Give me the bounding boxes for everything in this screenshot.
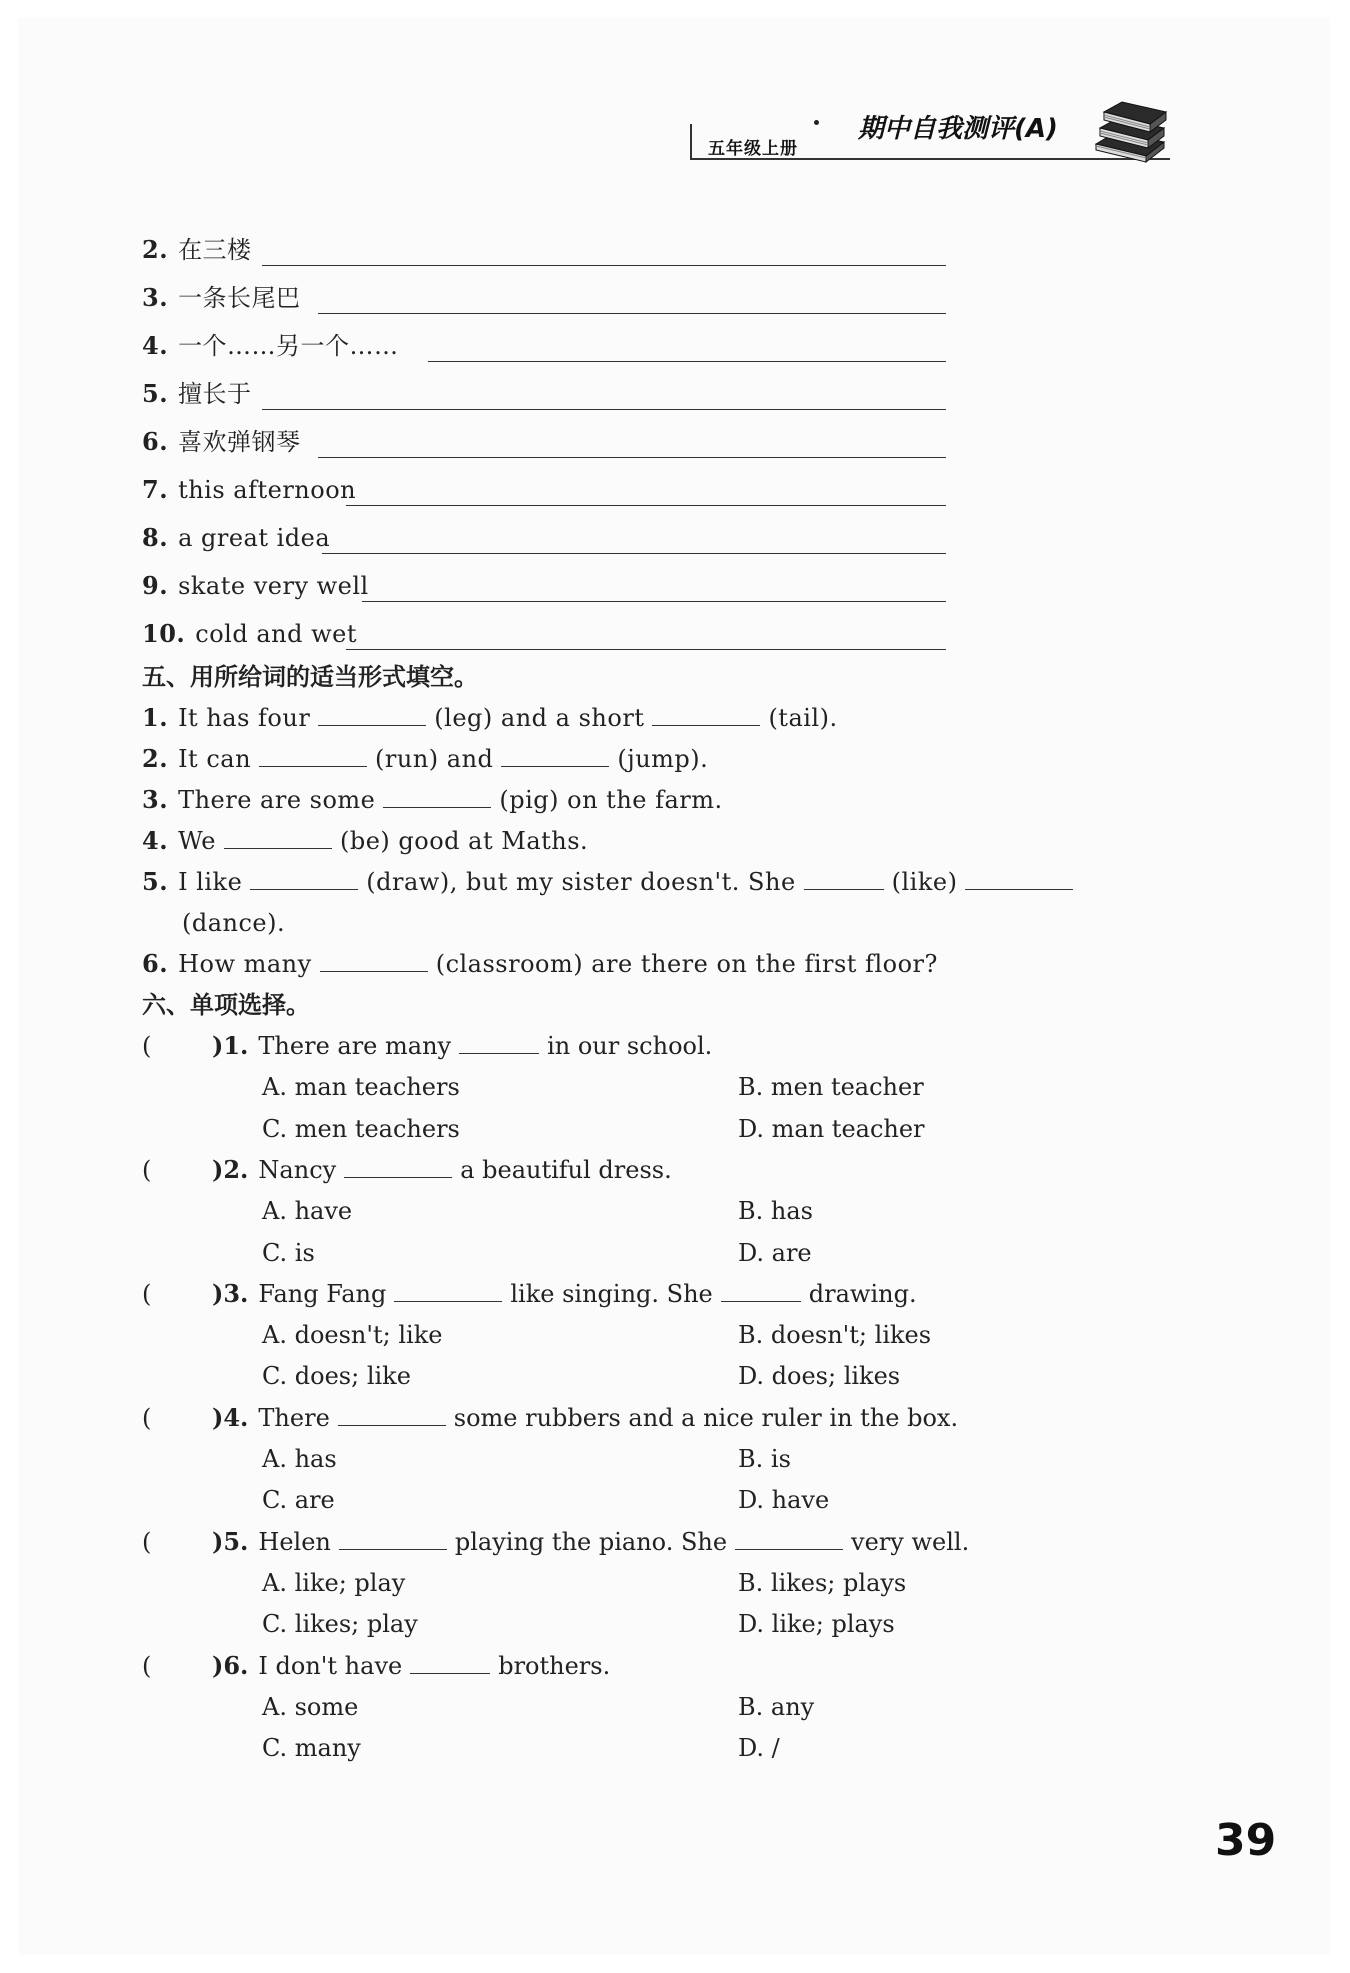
section-title: 六、单项选择。: [142, 991, 310, 1019]
answer-blank[interactable]: [224, 826, 332, 849]
answer-blank[interactable]: [735, 1527, 843, 1550]
answer-line[interactable]: [428, 361, 946, 362]
mcq-option[interactable]: A. have: [262, 1197, 353, 1226]
mcq-option[interactable]: B. has: [738, 1197, 813, 1226]
answer-line[interactable]: [318, 457, 946, 458]
mcq-option[interactable]: D. /: [738, 1734, 780, 1763]
mcq-question: )1. There are many in our school.: [212, 1031, 713, 1060]
section-title: 五、用所给词的适当形式填空。: [142, 663, 478, 691]
mcq-question: )6. I don't have brothers.: [212, 1650, 611, 1680]
mcq-question: )2. Nancy a beautiful dress.: [212, 1154, 672, 1184]
list-item: 2. 在三楼: [142, 235, 252, 264]
grade-label: 五年级上册: [708, 139, 798, 159]
mcq-option[interactable]: B. men teacher: [738, 1073, 924, 1102]
fill-question-continued: (dance).: [182, 909, 286, 937]
list-item: 9. skate very well: [142, 571, 369, 600]
mcq-option[interactable]: C. many: [262, 1734, 361, 1763]
list-item: 4. 一个……另一个……: [142, 331, 399, 360]
mcq-option[interactable]: B. doesn't; likes: [738, 1321, 932, 1350]
mcq-option[interactable]: B. any: [738, 1692, 815, 1721]
answer-blank[interactable]: [394, 1279, 502, 1302]
mcq-option[interactable]: D. are: [738, 1238, 812, 1267]
answer-line[interactable]: [322, 553, 946, 554]
mcq-option[interactable]: C. men teachers: [262, 1114, 460, 1143]
answer-blank[interactable]: [459, 1031, 539, 1054]
answer-blank[interactable]: [652, 703, 760, 726]
answer-parenthesis[interactable]: (: [142, 1155, 152, 1184]
list-item: 8. a great idea: [142, 523, 331, 552]
answer-blank[interactable]: [320, 949, 428, 972]
list-item: 7. this afternoon: [142, 475, 357, 504]
answer-blank[interactable]: [804, 867, 884, 890]
page-number: 39: [1215, 1815, 1277, 1866]
answer-line[interactable]: [346, 649, 946, 650]
answer-line[interactable]: [318, 313, 946, 314]
answer-blank[interactable]: [338, 1403, 446, 1426]
mcq-option[interactable]: A. has: [262, 1445, 337, 1473]
mcq-option[interactable]: C. does; like: [262, 1362, 411, 1391]
answer-blank[interactable]: [259, 744, 367, 767]
mcq-option[interactable]: D. does; likes: [738, 1362, 901, 1391]
answer-parenthesis[interactable]: (: [142, 1032, 152, 1060]
mcq-option[interactable]: C. likes; play: [262, 1610, 418, 1639]
mcq-option[interactable]: B. likes; plays: [738, 1568, 907, 1597]
answer-blank[interactable]: [721, 1279, 801, 1302]
mcq-option[interactable]: A. man teachers: [262, 1073, 460, 1102]
fill-question: 4. We (be) good at Maths.: [142, 826, 589, 855]
list-item: 3. 一条长尾巴: [142, 283, 301, 312]
mcq-question: )3. Fang Fang like singing. She drawing.: [212, 1278, 917, 1308]
fill-question: 5. I like (draw), but my sister doesn't. She (like): [142, 867, 1081, 897]
answer-blank[interactable]: [339, 1527, 447, 1550]
fill-question: 3. There are some (pig) on the farm.: [142, 785, 723, 814]
fill-question: 1. It has four (leg) and a short (tail).: [142, 703, 838, 732]
answer-line[interactable]: [346, 505, 946, 506]
test-title: 期中自我测评(A): [858, 114, 1058, 144]
answer-line[interactable]: [262, 409, 946, 410]
mcq-option[interactable]: A. like; play: [262, 1568, 406, 1597]
answer-parenthesis[interactable]: (: [142, 1279, 152, 1308]
mcq-option[interactable]: C. is: [262, 1238, 315, 1267]
answer-blank[interactable]: [410, 1651, 490, 1674]
answer-parenthesis[interactable]: (: [142, 1403, 152, 1432]
fill-question: 6. How many (classroom) are there on the first floor?: [142, 949, 938, 978]
books-icon: [1088, 98, 1168, 164]
answer-blank[interactable]: [965, 867, 1073, 890]
answer-line[interactable]: [362, 601, 946, 602]
list-item: 10. cold and wet: [142, 619, 357, 648]
answer-line[interactable]: [262, 265, 946, 266]
mcq-option[interactable]: D. have: [738, 1486, 830, 1515]
answer-blank[interactable]: [250, 867, 358, 890]
mcq-question: )5. Helen playing the piano. She very well.: [212, 1526, 970, 1556]
answer-parenthesis[interactable]: (: [142, 1651, 152, 1680]
answer-blank[interactable]: [383, 785, 491, 808]
page-header: [690, 98, 1170, 168]
mcq-question: )4. There some rubbers and a nice ruler in the box.: [212, 1402, 959, 1432]
mcq-option[interactable]: D. man teacher: [738, 1114, 925, 1143]
answer-blank[interactable]: [501, 744, 609, 767]
mcq-option[interactable]: A. some: [262, 1692, 359, 1721]
list-item: 6. 喜欢弹钢琴: [142, 427, 301, 456]
mcq-option[interactable]: C. are: [262, 1486, 335, 1515]
list-item: 5. 擅长于: [142, 379, 252, 408]
fill-question: 2. It can (run) and (jump).: [142, 744, 709, 773]
answer-blank[interactable]: [318, 703, 426, 726]
answer-blank[interactable]: [344, 1155, 452, 1178]
mcq-option[interactable]: B. is: [738, 1445, 791, 1473]
mcq-option[interactable]: D. like; plays: [738, 1610, 895, 1639]
answer-parenthesis[interactable]: (: [142, 1527, 152, 1556]
mcq-option[interactable]: A. doesn't; like: [262, 1321, 443, 1350]
